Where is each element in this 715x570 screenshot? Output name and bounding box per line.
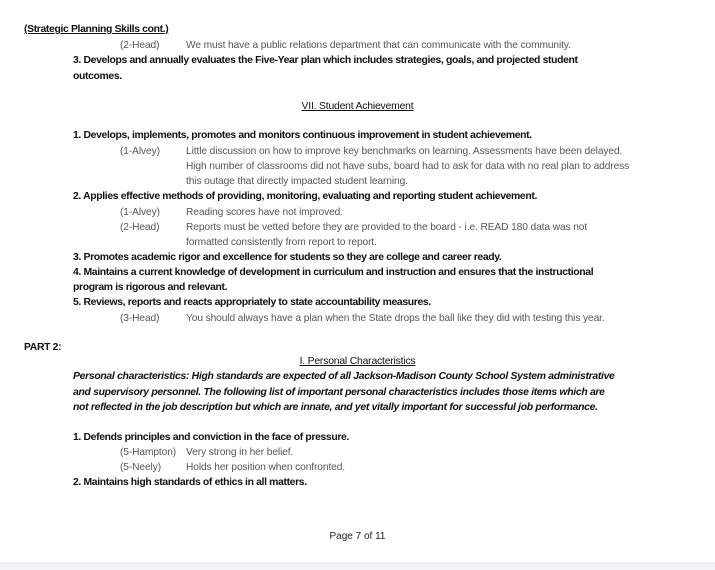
comment-author: (5-Hampton) (120, 447, 177, 458)
intro-line-2: and supervisory personnel. The following list of important personal characteristics includes those items which are (73, 387, 605, 398)
sa-item-1: 1. Develops, implements, promotes and monitors continuous improvement in student achievement. (73, 130, 532, 141)
comment-text: formatted consistently from report to report. (186, 237, 377, 248)
section-title-personal-characteristics (0, 355, 715, 369)
comment-author: (5-Neely) (120, 462, 161, 473)
sa-item-4-line-1: 4. Maintains a current knowledge of development in curriculum and instruction and ensures that the instructional (73, 267, 594, 278)
comment-text: this outage that directly impacted student learning. (186, 176, 408, 187)
comment-text: High number of classrooms did not have subs, board had to ask for data with no real plan to address (186, 161, 630, 172)
comment-text: Reading scores have not improved. (186, 207, 343, 218)
sa-item-3: 3. Promotes academic rigor and excellence for students so they are college and career ready. (73, 252, 502, 263)
comment-text: You should always have a plan when the State drops the ball like they did with testing this year. (186, 313, 605, 324)
item-3-line-1: 3. Develops and annually evaluates the Five-Year plan which includes strategies, goals, and projected student (73, 55, 578, 66)
part-2-label: PART 2: (24, 342, 62, 353)
item-3-line-2: outcomes. (73, 71, 122, 82)
intro-line-3: not reflected in the job description but which are innate, and yet vitally important for successful job performance. (73, 402, 598, 413)
comment-text: Little discussion on how to improve key benchmarks on learning. Assessments have been delayed. (186, 146, 623, 157)
comment-text: Reports must be vetted before they are provided to the board - i.e. READ 180 data was not (186, 222, 588, 233)
section-title-text: I. Personal Characteristics (299, 356, 416, 367)
pc-item-2: 2. Maintains high standards of ethics in all matters. (73, 477, 307, 488)
comment-author: (2-Head) (120, 40, 160, 51)
pc-item-1: 1. Defends principles and conviction in the face of pressure. (73, 432, 350, 443)
sa-item-5: 5. Reviews, reports and reacts appropriately to state accountability measures. (73, 297, 431, 308)
continued-heading: (Strategic Planning Skills cont.) (24, 24, 169, 35)
page-footer (0, 530, 715, 544)
intro-line-1: Personal characteristics: High standards are expected of all Jackson-Madison County School System administrative (73, 371, 615, 382)
comment-author: (1-Alvey) (120, 146, 160, 157)
section-title-text: VII. Student Achievement (301, 101, 414, 112)
comment-author: (2-Head) (120, 222, 160, 233)
sa-item-2: 2. Applies effective methods of providing, monitoring, evaluating and reporting student achievement. (73, 191, 538, 202)
sa-item-4-line-2: program is rigorous and relevant. (73, 282, 228, 293)
comment-text: Very strong in her belief. (186, 447, 294, 458)
comment-text: Holds her position when confronted. (186, 462, 346, 473)
comment-text: We must have a public relations department that can communicate with the community. (186, 40, 571, 51)
comment-author: (3-Head) (120, 313, 160, 324)
page-number: Page 7 of 11 (329, 531, 386, 542)
section-title-student-achievement (0, 100, 715, 114)
comment-author: (1-Alvey) (120, 207, 160, 218)
